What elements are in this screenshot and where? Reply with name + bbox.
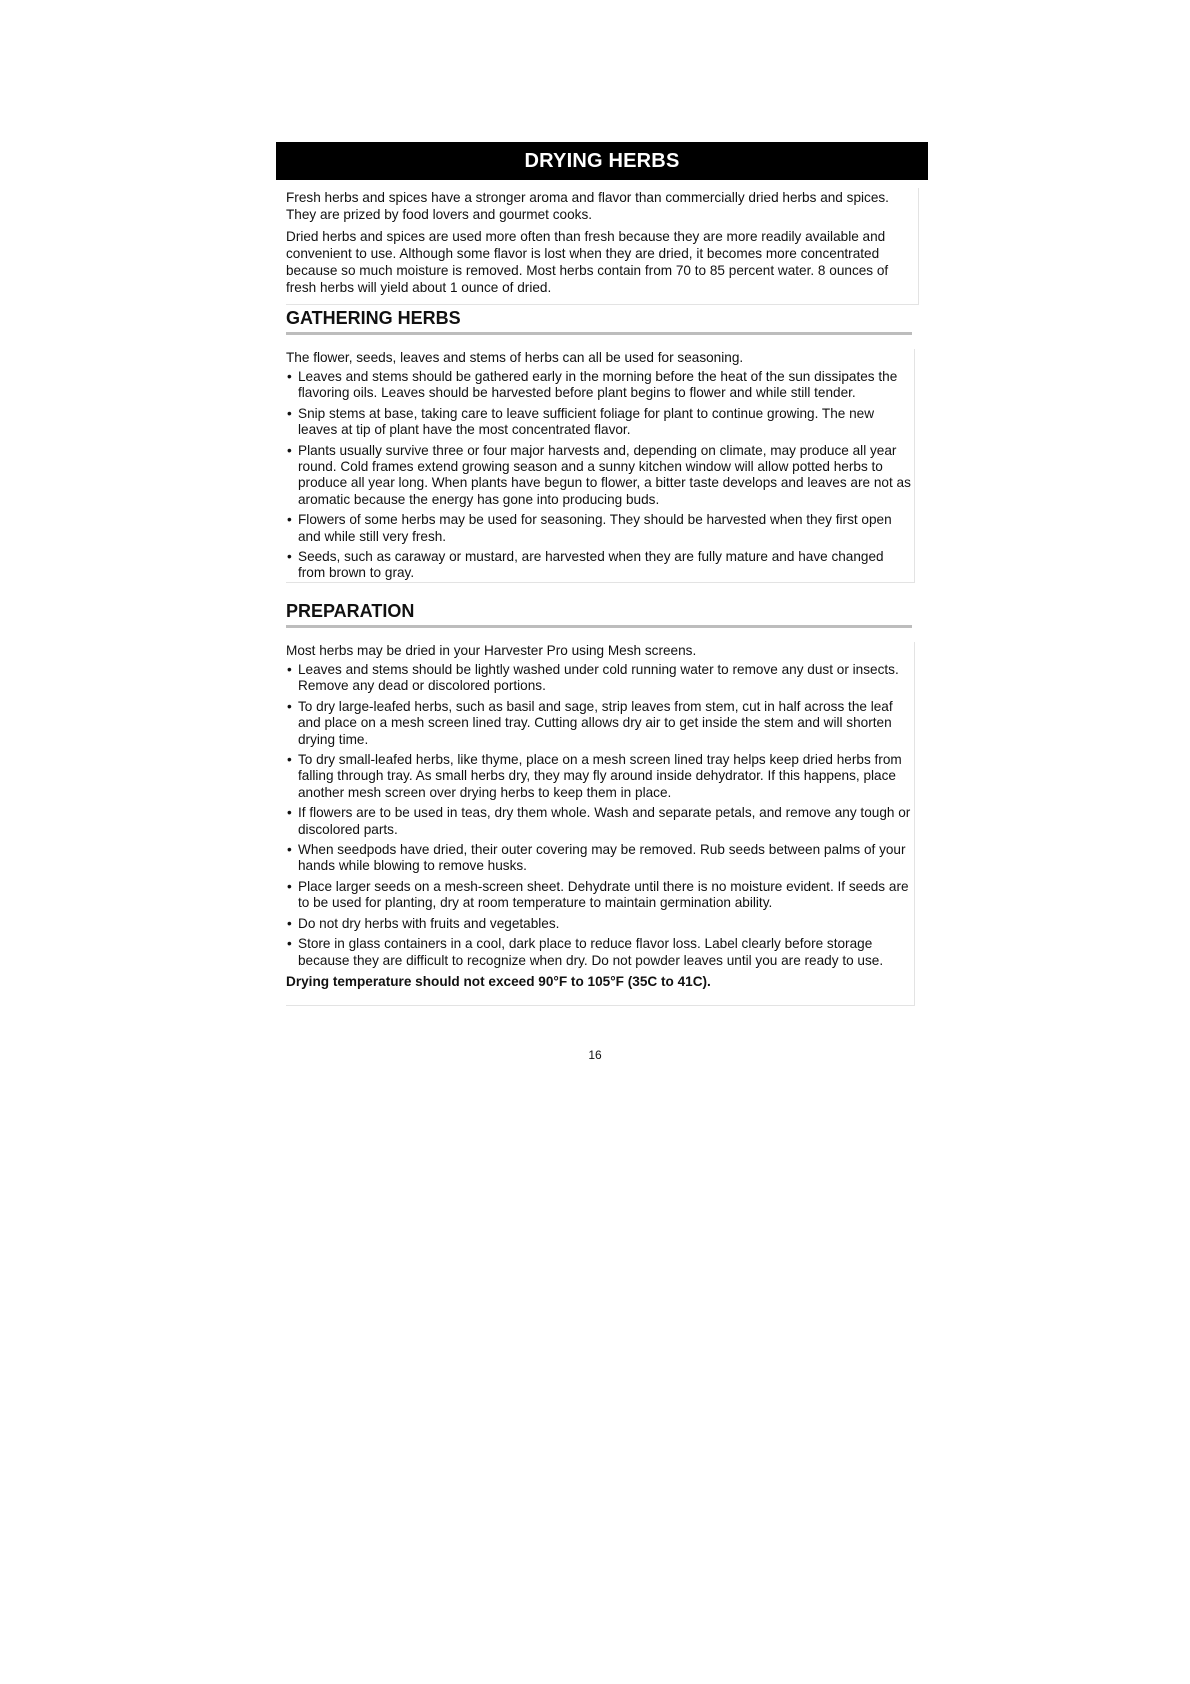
temperature-note: Drying temperature should not exceed 90°F to 105°F (35C to 41C). bbox=[286, 973, 711, 989]
bullet-icon: • bbox=[287, 442, 292, 458]
intro-section bbox=[286, 188, 919, 305]
list-item: • If flowers are to be used in teas, dry them whole. Wash and separate petals, and remove any tough or discolored parts. bbox=[287, 805, 911, 837]
bullet-icon: • bbox=[287, 512, 292, 528]
preparation-heading: PREPARATION bbox=[286, 601, 912, 628]
list-item: • Do not dry herbs with fruits and vegetables. bbox=[287, 915, 560, 931]
gathering-lead: The flower, seeds, leaves and stems of herbs can all be used for seasoning. bbox=[286, 350, 744, 365]
list-item: • When seedpods have dried, their outer covering may be removed. Rub seeds between palms of your hands while blowing to remove husks. bbox=[287, 842, 906, 874]
list-item: • Plants usually survive three or four major harvests and, depending on climate, may produce all year round. Cold frames extend growing season and a sunny kitchen window will allow potted herbs to produce all year long. When plants have begun to flower, a bitter taste develops and leaves are not as aromatic because the energy has gone into producing buds. bbox=[287, 442, 911, 507]
list-item: • Flowers of some herbs may be used for seasoning. They should be harvested when they first open and while still very fresh. bbox=[287, 512, 892, 544]
gathering-list bbox=[286, 369, 914, 582]
gathering-section bbox=[286, 349, 915, 583]
list-item: • To dry large-leafed herbs, such as basil and sage, strip leaves from stem, cut in half across the leaf and place on a mesh screen lined tray. Cutting allows dry air to get inside the stem and will shorten drying time. bbox=[287, 698, 893, 747]
preparation-section bbox=[286, 642, 915, 1006]
page-number: 16 bbox=[588, 1048, 602, 1062]
preparation-list bbox=[286, 662, 914, 969]
intro-paragraph: Fresh herbs and spices have a stronger aroma and flavor than commercially dried herbs and spices. They are prized by food lovers and gourmet cooks. bbox=[286, 190, 889, 222]
bullet-icon: • bbox=[287, 662, 292, 677]
intro-paragraph: Dried herbs and spices are used more often than fresh because they are more readily available and convenient to use. Although some flavor is lost when they are dried, it becomes more concentrated because so much moisture is removed. Most herbs contain from 70 to 85 percent water. 8 ounces of fresh herbs will yield about 1 ounce of dried. bbox=[286, 229, 889, 295]
page-title: DRYING HERBS bbox=[276, 142, 928, 180]
preparation-lead: Most herbs may be dried in your Harvester Pro using Mesh screens. bbox=[286, 643, 697, 658]
bullet-icon: • bbox=[287, 878, 292, 894]
list-item: • To dry small-leafed herbs, like thyme, place on a mesh screen lined tray helps keep dried herbs from falling through tray. As small herbs dry, they may fly around inside dehydrator. If this happens, place another mesh screen over drying herbs to keep them in place. bbox=[287, 752, 902, 800]
gathering-heading: GATHERING HERBS bbox=[286, 308, 912, 335]
list-item: • Snip stems at base, taking care to leave sufficient foliage for plant to continue growing. The new leaves at tip of plant have the most concentrated flavor. bbox=[287, 405, 875, 438]
list-item: • Store in glass containers in a cool, dark place to reduce flavor loss. Label clearly before storage because they are difficult to recognize when dry. Do not powder leaves until you are ready to use. bbox=[287, 936, 884, 968]
bullet-icon: • bbox=[287, 698, 292, 714]
list-item: • Place larger seeds on a mesh-screen sheet. Dehydrate until there is no moisture evident. If seeds are to be used for planting, dry at room temperature to maintain germination ability. bbox=[287, 878, 909, 911]
bullet-icon: • bbox=[287, 936, 292, 952]
list-item: • Seeds, such as caraway or mustard, are harvested when they are fully mature and have changed from brown to gray. bbox=[287, 549, 884, 581]
bullet-icon: • bbox=[287, 549, 292, 565]
list-item: • Leaves and stems should be gathered early in the morning before the heat of the sun dissipates the flavoring oils. Leaves should be harvested before plant begins to flower and while still tender. bbox=[287, 369, 898, 401]
bullet-icon: • bbox=[287, 805, 292, 821]
bullet-icon: • bbox=[287, 915, 292, 931]
bullet-icon: • bbox=[287, 752, 292, 768]
list-item: • Leaves and stems should be lightly washed under cold running water to remove any dust or insects. Remove any dead or discolored portions. bbox=[287, 662, 899, 694]
bullet-icon: • bbox=[287, 369, 292, 384]
bullet-icon: • bbox=[287, 405, 292, 421]
bullet-icon: • bbox=[287, 842, 292, 858]
